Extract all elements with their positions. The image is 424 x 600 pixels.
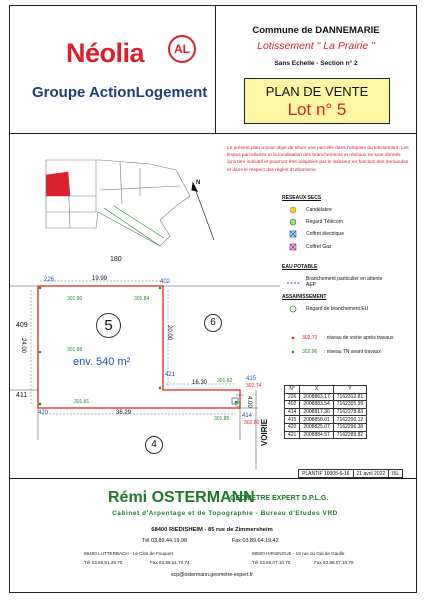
brand-logo-mark: AL bbox=[168, 35, 196, 63]
header-cell: N° bbox=[285, 386, 300, 394]
dim-top: 19.99 bbox=[92, 276, 108, 282]
office-1-address: 68480 LUTTERBACH - Le Clos de Fouquet bbox=[84, 551, 173, 556]
firm-tel: Tél 03.89.44.19.98 bbox=[142, 538, 187, 544]
alt-4: 301.81 bbox=[74, 399, 90, 405]
legend-eau-item: Branchement particulier en attente AEP bbox=[306, 276, 383, 288]
notice-text: Le présent plan a pour objet de situer une parcelle dans l'emprise du lotissement. Les limites parcellaires et la localisation des branchements et réseaux ne sont donnés qu'à titre indicatif et pourront être adaptées par le lotisseur en fonction des demandes et dans le respect des règles d'urbanisme. bbox=[227, 146, 409, 173]
network-fittings bbox=[232, 395, 244, 406]
plan-date: 21 avril 2022 bbox=[353, 470, 389, 478]
alt-6: 302.74 bbox=[246, 383, 262, 389]
point-415: 415 bbox=[246, 376, 257, 382]
brand-group-name: Groupe ActionLogement bbox=[32, 84, 208, 101]
north-arrow bbox=[192, 183, 214, 240]
office-1-tel: Tél 03.89.51.28.70 bbox=[84, 560, 123, 565]
plan-ref: PLANTIF 10005-6-16 bbox=[299, 470, 354, 478]
legend-assain-item: Regard de branchement EU bbox=[306, 306, 369, 312]
scale-section: Sans Echelle - Section n° 2 bbox=[274, 60, 358, 67]
legend-eau-heading: EAU POTABLE bbox=[282, 264, 318, 270]
commune-title: Commune de DANNEMARIE bbox=[252, 25, 380, 36]
firm-description: Cabinet d'Arpentage et de Topographie - Bureau d'Etudes VRD bbox=[112, 510, 338, 517]
parcel-409-label: 409 bbox=[16, 322, 28, 329]
dim-step: 16.30 bbox=[192, 380, 208, 386]
legend-assain-heading: ASSAINISSEMENT bbox=[282, 294, 327, 300]
plan-reference bbox=[298, 469, 403, 478]
coordinates-table bbox=[284, 385, 367, 439]
legend-coffret-gaz: Coffret Gaz bbox=[306, 244, 332, 250]
table-cell: 2008883.54 bbox=[300, 401, 333, 409]
legend-alt-tn-label: : niveau TN avant travaux bbox=[324, 349, 381, 355]
firm-fax: Fax 03.89.64.19.42 bbox=[232, 538, 279, 544]
legend-symbols bbox=[287, 207, 300, 353]
legend-alt-projet-label: : niveau de voirie après travaux bbox=[324, 335, 394, 341]
alt-7: 301.85 bbox=[214, 416, 230, 422]
alt-2: 301.84 bbox=[134, 296, 150, 302]
table-cell: 226 bbox=[285, 393, 300, 401]
table-cell: 7162305.99 bbox=[333, 401, 366, 409]
table-cell: 7162312.81 bbox=[333, 393, 366, 401]
lotissement-title: Lotissement " La Prairie " bbox=[257, 40, 375, 52]
table-cell: 2008863.17 bbox=[300, 393, 333, 401]
point-420: 420 bbox=[38, 410, 49, 416]
legend-candelabre: Candélabre bbox=[306, 207, 332, 213]
dim-right: 20.00 bbox=[166, 325, 172, 341]
north-label: N bbox=[196, 180, 201, 186]
plan-index: I5L bbox=[389, 470, 403, 478]
table-cell: 7162278.83 bbox=[333, 408, 366, 416]
point-226: 226 bbox=[44, 277, 55, 283]
alt-1: 301.80 bbox=[67, 296, 83, 302]
office-2-tel: Tél 03.89.07.10.70 bbox=[252, 560, 291, 565]
point-414: 414 bbox=[242, 413, 253, 419]
alt-3: 301.88 bbox=[67, 347, 83, 353]
legend-alt-tn-value: 302.96 bbox=[302, 349, 318, 355]
table-row bbox=[285, 416, 367, 424]
table-cell: 415 bbox=[285, 416, 300, 424]
legend-alt-projet-value: 302.70 bbox=[302, 335, 318, 341]
legend-coffret-electrique: Coffret électrique bbox=[306, 231, 344, 237]
table-cell: 2008858.01 bbox=[300, 416, 333, 424]
header-cell: Y bbox=[333, 386, 366, 394]
plan-reference-row bbox=[299, 470, 403, 478]
point-421: 421 bbox=[165, 372, 176, 378]
lot-area: env. 540 m² bbox=[73, 356, 131, 368]
table-cell: 420 bbox=[285, 423, 300, 431]
alt-8: 302.80 bbox=[244, 420, 260, 426]
table-cell: 7162290.12 bbox=[333, 416, 366, 424]
table-cell: 2008825.07 bbox=[300, 423, 333, 431]
lot-title: Lot n° 5 bbox=[287, 100, 347, 119]
legend-regard-telecom: Regard Télécom bbox=[306, 219, 343, 225]
legend-secs-heading: RESEAUX SECS bbox=[282, 195, 322, 201]
table-row bbox=[285, 423, 367, 431]
firm-address: 68400 RIEDISHEIM - 85 rue de Zimmersheim bbox=[151, 527, 273, 533]
point-402: 402 bbox=[160, 279, 171, 285]
lot-5-number: 5 bbox=[96, 313, 121, 338]
table-cell: 2008817.36 bbox=[300, 408, 333, 416]
surveyor-title: GEOMETRE EXPERT D.P.L.G. bbox=[230, 495, 329, 502]
table-cell: 414 bbox=[285, 408, 300, 416]
lot-6-number: 6 bbox=[204, 314, 222, 332]
plan-title: PLAN DE VENTE bbox=[265, 84, 369, 99]
office-2-fax: Fax 03.89.07.10.79 bbox=[314, 560, 354, 565]
parcel-180-label: 180 bbox=[110, 256, 122, 263]
dim-small: 4.00 bbox=[246, 396, 252, 408]
dim-left: 24.00 bbox=[20, 338, 26, 354]
table-header-row bbox=[285, 386, 367, 394]
table-cell: 421 bbox=[285, 431, 300, 439]
header-cell: X bbox=[300, 386, 333, 394]
brand-logo-text: Néolia bbox=[66, 38, 145, 68]
table-cell: 7162289.82 bbox=[333, 431, 366, 439]
table-row bbox=[285, 393, 367, 401]
street-label: VOIRIE bbox=[260, 418, 269, 446]
table-row bbox=[285, 408, 367, 416]
table-cell: 402 bbox=[285, 401, 300, 409]
office-1-fax: Fax 03.89.51.70.74 bbox=[150, 560, 190, 565]
table-row bbox=[285, 431, 367, 439]
dim-bottom: 36.29 bbox=[116, 410, 132, 416]
survey-points bbox=[39, 287, 238, 406]
table-cell: 2008884.57 bbox=[300, 431, 333, 439]
parcel-411-label: 411 bbox=[16, 392, 28, 399]
overview-map bbox=[46, 160, 190, 246]
surveyor-name: Rémi OSTERMANN bbox=[108, 489, 255, 506]
firm-email[interactable]: scp@ostermann.geometre-expert.fr bbox=[171, 572, 253, 578]
office-2-address: 68500 HIRSINGUE - 19 rue du Gal de Gaulle bbox=[252, 551, 345, 556]
lot-4-number: 4 bbox=[145, 436, 163, 454]
table-cell: 7162296.38 bbox=[333, 423, 366, 431]
alt-5: 301.82 bbox=[217, 378, 233, 384]
table-row bbox=[285, 401, 367, 409]
